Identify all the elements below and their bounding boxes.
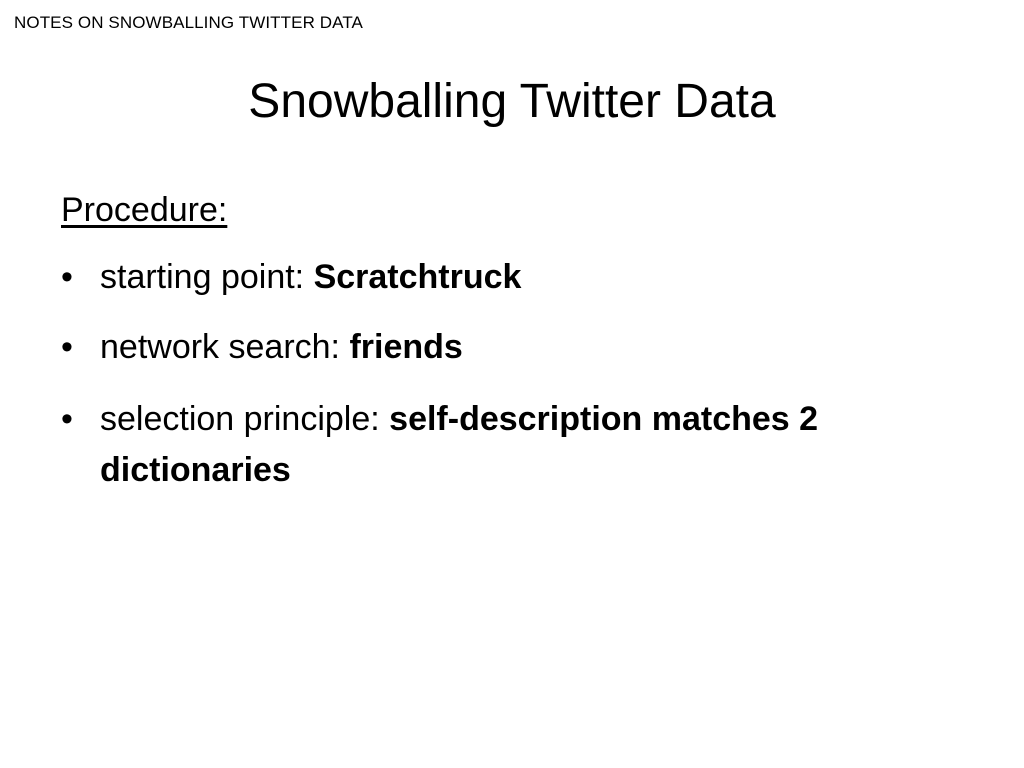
bullet-value: self-description matches 2 dictionaries bbox=[100, 400, 819, 490]
bullet-item-selection-principle bbox=[61, 394, 981, 496]
bullet-value: Scratchtruck bbox=[313, 257, 522, 296]
slide-title: Snowballing Twitter Data bbox=[248, 75, 776, 128]
bullet-label: selection principle: bbox=[100, 400, 390, 439]
section-heading: Procedure: bbox=[61, 191, 228, 229]
bullet-list bbox=[61, 253, 981, 496]
bullet-icon: • bbox=[61, 328, 73, 367]
bullet-item-network-search bbox=[61, 323, 981, 372]
bullet-icon: • bbox=[61, 400, 73, 439]
bullet-value: friends bbox=[349, 328, 463, 367]
bullet-item-starting-point bbox=[61, 253, 981, 302]
bullet-label: starting point: bbox=[100, 257, 314, 296]
slide-content bbox=[61, 190, 981, 518]
bullet-icon: • bbox=[61, 257, 73, 296]
header-note: NOTES ON SNOWBALLING TWITTER DATA bbox=[14, 13, 363, 32]
bullet-label: network search: bbox=[100, 328, 350, 367]
